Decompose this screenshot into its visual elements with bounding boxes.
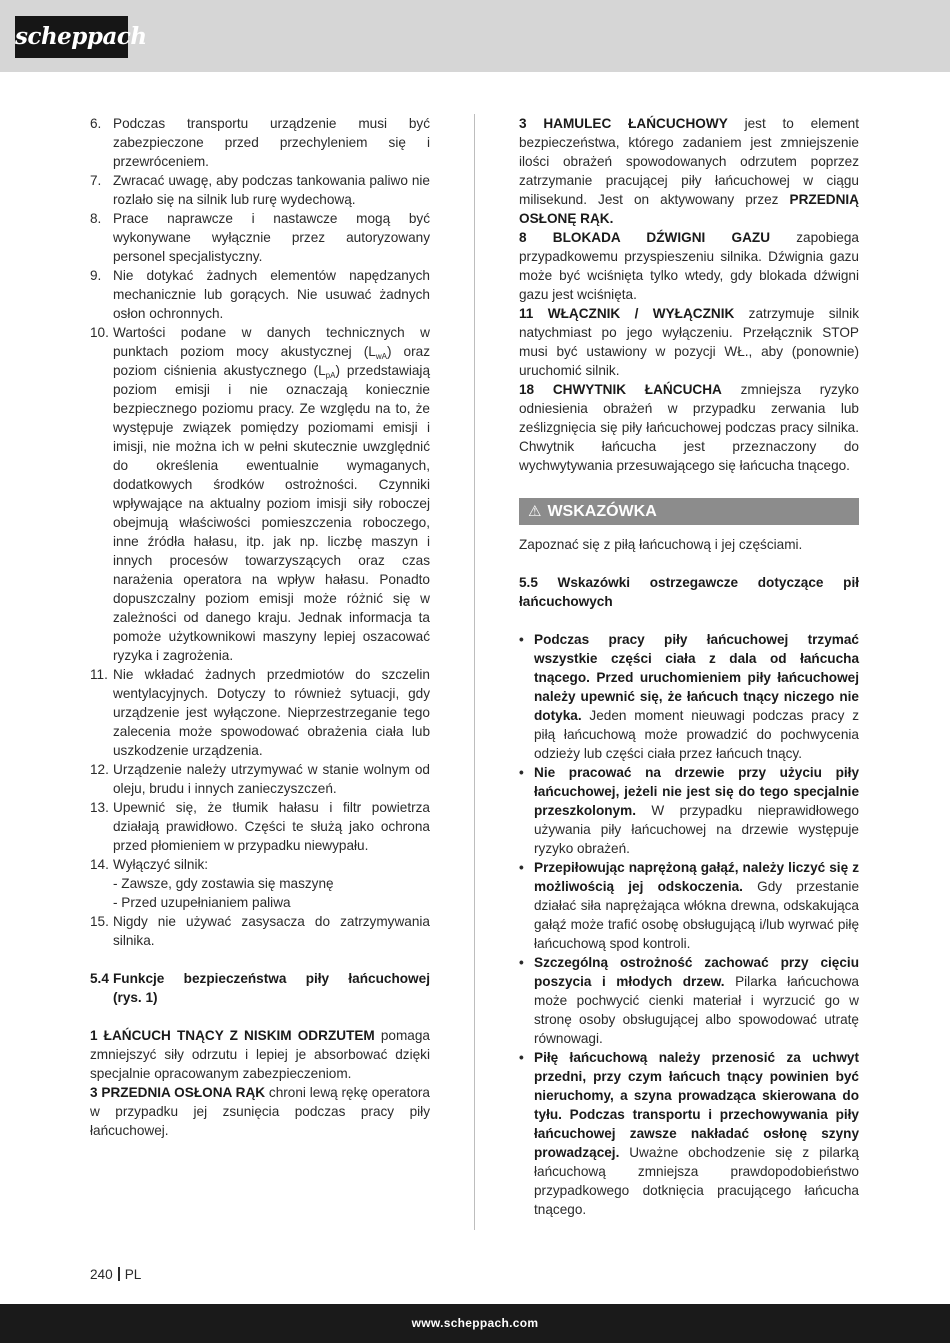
bullet-item: • Podczas pracy piły łańcuchowej trzymać wszystkie części ciała z dala od łańcucha tnącego. Przed uruchomieniem piły łańcuchowej należy upewnić się, że łańcuch tnący niczego nie dotyka. Jeden moment nieuwagi podczas pracy z piłą łańcuchową może prowadzić do pochwycenia odzieży lub części ciała przez łańcuch tnący. — [519, 632, 859, 761]
bullet-dot: • — [519, 632, 524, 647]
list-item: 7. Zwracać uwagę, aby podczas tankowania paliwo nie rozlało się na silnik lub rurę wydechową. — [90, 173, 430, 207]
feature-paragraph: 8 BLOKADA DŹWIGNI GAZU zapobiega przypadkowemu przyspieszeniu silnika. Dźwignia gazu może być wciśnięta tylko wtedy, gdy blokada dźwigni gazu jest wciśnięta. — [519, 230, 859, 302]
bullet-dot: • — [519, 1050, 524, 1065]
right-column — [519, 114, 859, 1219]
safety-list — [90, 114, 430, 950]
page-separator — [118, 1267, 120, 1281]
feature-paragraph: 1 ŁAŃCUCH TNĄCY Z NISKIM ODRZUTEM pomaga zmniejszyć siły odrzutu i lepiej je absorbować dzięki specjalnie opracowanym zabezpieczeniom. — [90, 1028, 430, 1081]
header-band — [0, 0, 950, 72]
list-item: 12. Urządzenie należy utrzymywać w stanie wolnym od oleju, brudu i innych zanieczyszczeń. — [90, 762, 430, 796]
warning-text: Zapoznać się z piłą łańcuchową i jej częściami. — [519, 537, 803, 552]
scheppach-logo: scheppach — [15, 16, 128, 58]
footer-band — [0, 1304, 950, 1343]
bullet-dot: • — [519, 765, 524, 780]
feature-paragraph: 18 CHWYTNIK ŁAŃCUCHA zmniejsza ryzyko odniesienia obrażeń w przypadku zerwania lub ześlizgnięcia się piły łańcuchowej podczas pracy silnika. Chwytnik łańcucha jest przeznaczony do wychwytywania przesuwającego się łańcucha tnącego. — [519, 382, 859, 473]
list-item: 11. Nie wkładać żadnych przedmiotów do szczelin wentylacyjnych. Dotyczy to również sytuacji, gdy urządzenie jest wyłączone. Nieprzestrzeganie tego zalecenia może spowodować obrażenia ciała lub uszkodzenie urządzenia. — [90, 667, 430, 758]
website-link[interactable]: www.scheppach.com — [411, 1316, 539, 1330]
bullet-dot: • — [519, 860, 524, 875]
warning-bullets — [519, 630, 859, 1219]
list-item: 15. Nigdy nie używać zasysacza do zatrzymywania silnika. — [90, 914, 430, 948]
section-heading-5-4: 5.4 Funkcje bezpieczeństwa piły łańcuchowej (rys. 1) — [90, 971, 430, 1005]
bullet-item: • Piłę łańcuchową należy przenosić za uchwyt przedni, przy czym łańcuch tnący powinien być nieruchomy, a szyna prowadząca skierowana do tyłu. Podczas transportu i przechowywania piły łańcuchowej zawsze nakładać osłonę szyny prowadzącej. Uważne obchodzenie się z pilarką łańcuchową zmniejsza prawdopodobieństwo przypadkowego dotknięcia pracującego łańcucha tnącego. — [519, 1050, 859, 1217]
left-column — [90, 114, 430, 1140]
list-item: 8. Prace naprawcze i nastawcze mogą być wykonywane wyłącznie przez autoryzowany personel specjalistyczny. — [90, 211, 430, 264]
list-item: 14. Wyłączyć silnik: - Zawsze, gdy zostawia się maszynę - Przed uzupełnianiem paliwa — [90, 857, 334, 910]
warning-bar — [519, 498, 859, 525]
feature-paragraph: 3 HAMULEC ŁAŃCUCHOWY jest to element bezpieczeństwa, którego zadaniem jest zmniejszenie ilości obrażeń spowodowanych odrzutem poprzez zatrzymanie pracującej piły łańcuchowej w ciągu milisekund. Jest on aktywowany przez PRZEDNIĄ OSŁONĘ RĄK. — [519, 116, 859, 226]
bullet-item: • Szczególną ostrożność zachować przy cięciu poszycia i młodych drzew. Pilarka łańcuchowa może pochwycić cienki materiał i wyrzucić go w stronę osoby obsługującej albo spowodować utratę równowagi. — [519, 955, 859, 1046]
page-number: 240 PL — [90, 1267, 142, 1282]
feature-paragraph: 3 PRZEDNIA OSŁONA RĄK chroni lewą rękę operatora w przypadku jej zsunięcia podczas pracy piły łańcuchowej. — [90, 1085, 430, 1138]
list-item: 13. Upewnić się, że tłumik hałasu i filtr powietrza działają prawidłowo. Części te służą jako ochrona przed płomieniem w przypadku niewypału. — [90, 800, 430, 853]
list-item: 9. Nie dotykać żadnych elementów napędzanych mechanicznie lub gorących. Nie usuwać żadnych osłon ochronnych. — [90, 268, 430, 321]
feature-paragraph: 11 WŁĄCZNIK / WYŁĄCZNIK zatrzymuje silnik natychmiast po jego wyłączeniu. Przełącznik STOP musi być ustawiony w pozycji WŁ., aby (ponownie) uruchomić silnik. — [519, 306, 859, 378]
warning-title: WSKAZÓWKA — [547, 503, 657, 520]
column-divider — [474, 114, 475, 1230]
bullet-item: • Nie pracować na drzewie przy użyciu piły łańcuchowej, jeżeli nie jest się do tego specjalnie przeszkolonym. W przypadku nieprawidłowego używania piły łańcuchowej na drzewie występuje ryzyko obrażeń. — [519, 765, 859, 856]
section-heading-5-5: 5.5 Wskazówki ostrzegawcze dotyczące pił łańcuchowych — [519, 575, 859, 609]
list-item: 10. Wartości podane w danych technicznych w punktach poziom mocy akustycznej $(L_{wA})$ oraz poziom ciśnienia akustycznego $(L_{pA})$ przedstawiają poziom emisji i nie oznaczają koniecznie bezpiecznego poziomu pracy. Ze względu na to, że występuje związek pomiędzy poziomami emisji i imisji, nie można ich w pełni skutecznie uwzględnić do określenia ewentualnie wymaganych, dodatkowych środków ostrożności. Czynniki wpływające na aktualny poziom imisji siły roboczej obejmują właściwości pomieszczenia roboczego, inne źródła hałasu, itp. jak np. liczbę maszyn i innych procesów towarzyszących oraz czas narażenia operatora na wpływ hałasu. Ponadto dopuszczalny poziom emisji może różnić się w zależności od danego kraju. Jednak informacja ta pomoże użytkownikowi maszyny lepiej oszacować ryzyka i zagrożenia. — [90, 325, 431, 663]
list-item: 6. Podczas transportu urządzenie musi być zabezpieczone przed przechyleniem się i przewróceniem. — [90, 116, 430, 169]
bullet-item: • Przepiłowując naprężoną gałąź, należy liczyć się z możliwością jej odskoczenia. Gdy przestanie działać siła naprężająca włókna drewna, odskakująca gałąź może trafić osobę obsługującą i/lub wyrwać piłę łańcuchową spod kontroli. — [519, 860, 859, 951]
warning-icon: ⚠ — [528, 503, 542, 520]
bullet-dot: • — [519, 955, 524, 970]
